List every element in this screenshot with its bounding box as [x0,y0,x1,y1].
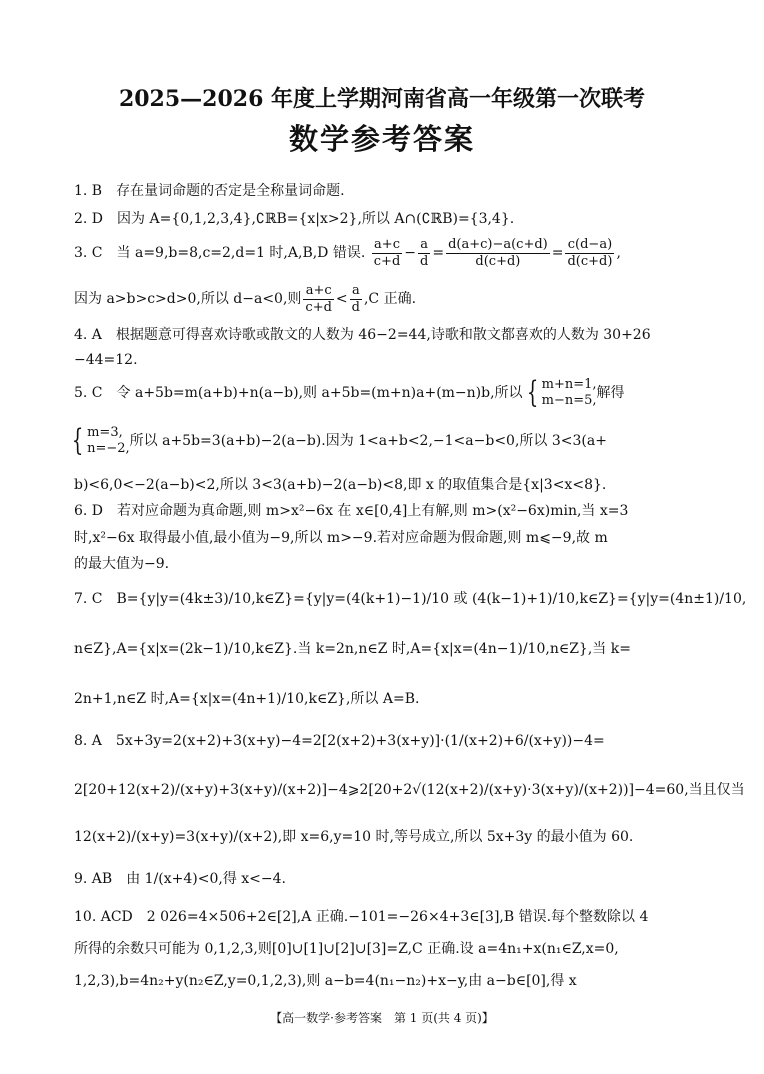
page-subtitle: 数学参考答案 [288,122,475,156]
answer-q5-text: 5. C 令 a+5b=m(a+b)+n(a−b),则 a+5b=(m+n)a+(m−n)b,所以 [74,385,523,401]
answer-q10-line2: 所得的余数只可能为 0,1,2,3,则[0]∪[1]∪[2]∪[3]=Z,C 正确.设 a=4n₁+x(n₁∈Z,x=0, [74,941,619,957]
page-title: 2025—2026 年度上学期河南省高一年级第一次联考 [118,86,646,112]
answer-q10-line3: 1,2,3),b=4n₂+y(n₂∈Z,y=0,1,2,3),则 a−b=4(n₁−n₂)+x−y,由 a−b∈[0],得 x [74,973,577,989]
answer-q3-text3: ,C 正确. [363,291,417,307]
answer-q3-text2: 因为 a>b>c>d>0,所以 d−a<0,则 [74,291,302,307]
brace-icon: { [526,375,538,410]
answer-q9: 9. AB 由 1/(x+4)<0,得 x<−4. [74,871,286,887]
brace-icon: { [71,423,84,458]
answer-q6-line2: 时,x²−6x 取得最小值,最小值为−9,所以 m>−9.若对应命题为假命题,则 m⩽−9,故 m [74,530,608,546]
answer-q3-line2: 因为 a>b>c>d>0,所以 d−a<0,则 $\frac{a+c}{c+d}$ < $\frac{a}{d}$ ,C 正确. [74,282,417,315]
page-footer: 【高一数学·参考答案 第 1 页(共 4 页)】 [270,1011,494,1025]
answer-q7-line1: 7. C B={y|y=(4k±3)/10,k∈Z}={y|y=(4(k+1)−1)/10 或 (4(k−1)+1)/10,k∈Z}={y|y=(4n±1)/10, [74,591,747,607]
answer-q5-line3: b)<6,0<−2(a−b)<2,所以 3<3(a+b)−2(a−b)<8,即 x 的取值集合是{x|3<x<8}. [74,477,607,493]
fraction: $\frac{a+c}{c+d}$ [373,236,401,269]
answer-q8-line2: 2[20+12(x+2)/(x+y)+3(x+y)/(x+2)]−4⩾2[20+2√(12(x+2)/(x+y)·3(x+y)/(x+2))]−4=60,当且仅当 [74,782,745,798]
answer-q5-text3: 所以 a+5b=3(a+b)−2(a−b).因为 1<a+b<2,−1<a−b<0,所以 3<3(a+ [129,433,607,449]
equation-system: m+n=1, m−n=5, [541,377,597,408]
answer-q5-line1 [74,376,694,410]
fraction: $\frac{a}{d}$ [351,282,360,315]
answer-q8-line3: 12(x+2)/(x+y)=3(x+y)/(x+2),即 x=6,y=10 时,等号成立,所以 5x+3y 的最小值为 60. [74,829,634,845]
answer-q1: 1. B 存在量词命题的否定是全称量词命题. [74,183,345,199]
answer-q2: 2. D 因为 A={0,1,2,3,4},∁ℝB={x|x>2},所以 A∩(∁ℝB)={3,4}. [74,211,515,227]
equation-system: m=3, n=−2, [87,425,130,456]
answer-q7-line3: 2n+1,n∈Z 时,A={x|x=(4n+1)/10,k∈Z},所以 A=B. [74,691,420,707]
answer-q5-text2: 解得 [596,385,625,401]
fraction: $\frac{a+c}{c+d}$ [305,282,332,315]
answer-q4-line1: 4. A 根据题意可得喜欢诗歌或散文的人数为 46−2=44,诗歌和散文都喜欢的人数为 30+26 [74,327,651,343]
fraction: $\frac{a}{d}$ [420,236,429,269]
answer-q3-text: 3. C 当 a=9,b=8,c=2,d=1 时,A,B,D 错误. [74,245,366,261]
answer-q8-line1: 8. A 5x+3y=2(x+2)+3(x+y)−4=2[2(x+2)+3(x+y)]·(1/(x+2)+6/(x+y))−4= [74,733,605,749]
answer-q10-line1: 10. ACD 2 026=4×506+2∈[2],A 正确.−101=−26×4+3∈[3],B 错误.每个整数除以 4 [74,909,649,925]
fraction: $\frac{c(d-a)}{d(c+d)}$ [567,236,613,269]
answer-q7-line2: n∈Z},A={x|x=(2k−1)/10,k∈Z}.当 k=2n,n∈Z 时,A={x|x=(4n−1)/10,n∈Z},当 k= [74,641,631,657]
answer-q6-line1: 6. D 若对应命题为真命题,则 m>x²−6x 在 x∈[0,4]上有解,则 m>(x²−6x)min,当 x=3 [74,503,629,519]
answer-q6-line3: 的最大值为−9. [74,556,170,572]
fraction: $\frac{d(a+c)-a(c+d)}{d(c+d)}$ [448,236,548,269]
answer-q3-line1: 3. C 当 a=9,b=8,c=2,d=1 时,A,B,D 错误. $\frac{a+c}{c+d}$ − $\frac{a}{d}$ = $\frac{d(a+c)-a(c+d)}{d(c+d)}$ = $\frac{c(d-a)}{d(c+d)}$ , [74,236,621,269]
answer-q5-line2 [71,423,694,458]
answer-q4-line2: −44=12. [74,352,138,368]
